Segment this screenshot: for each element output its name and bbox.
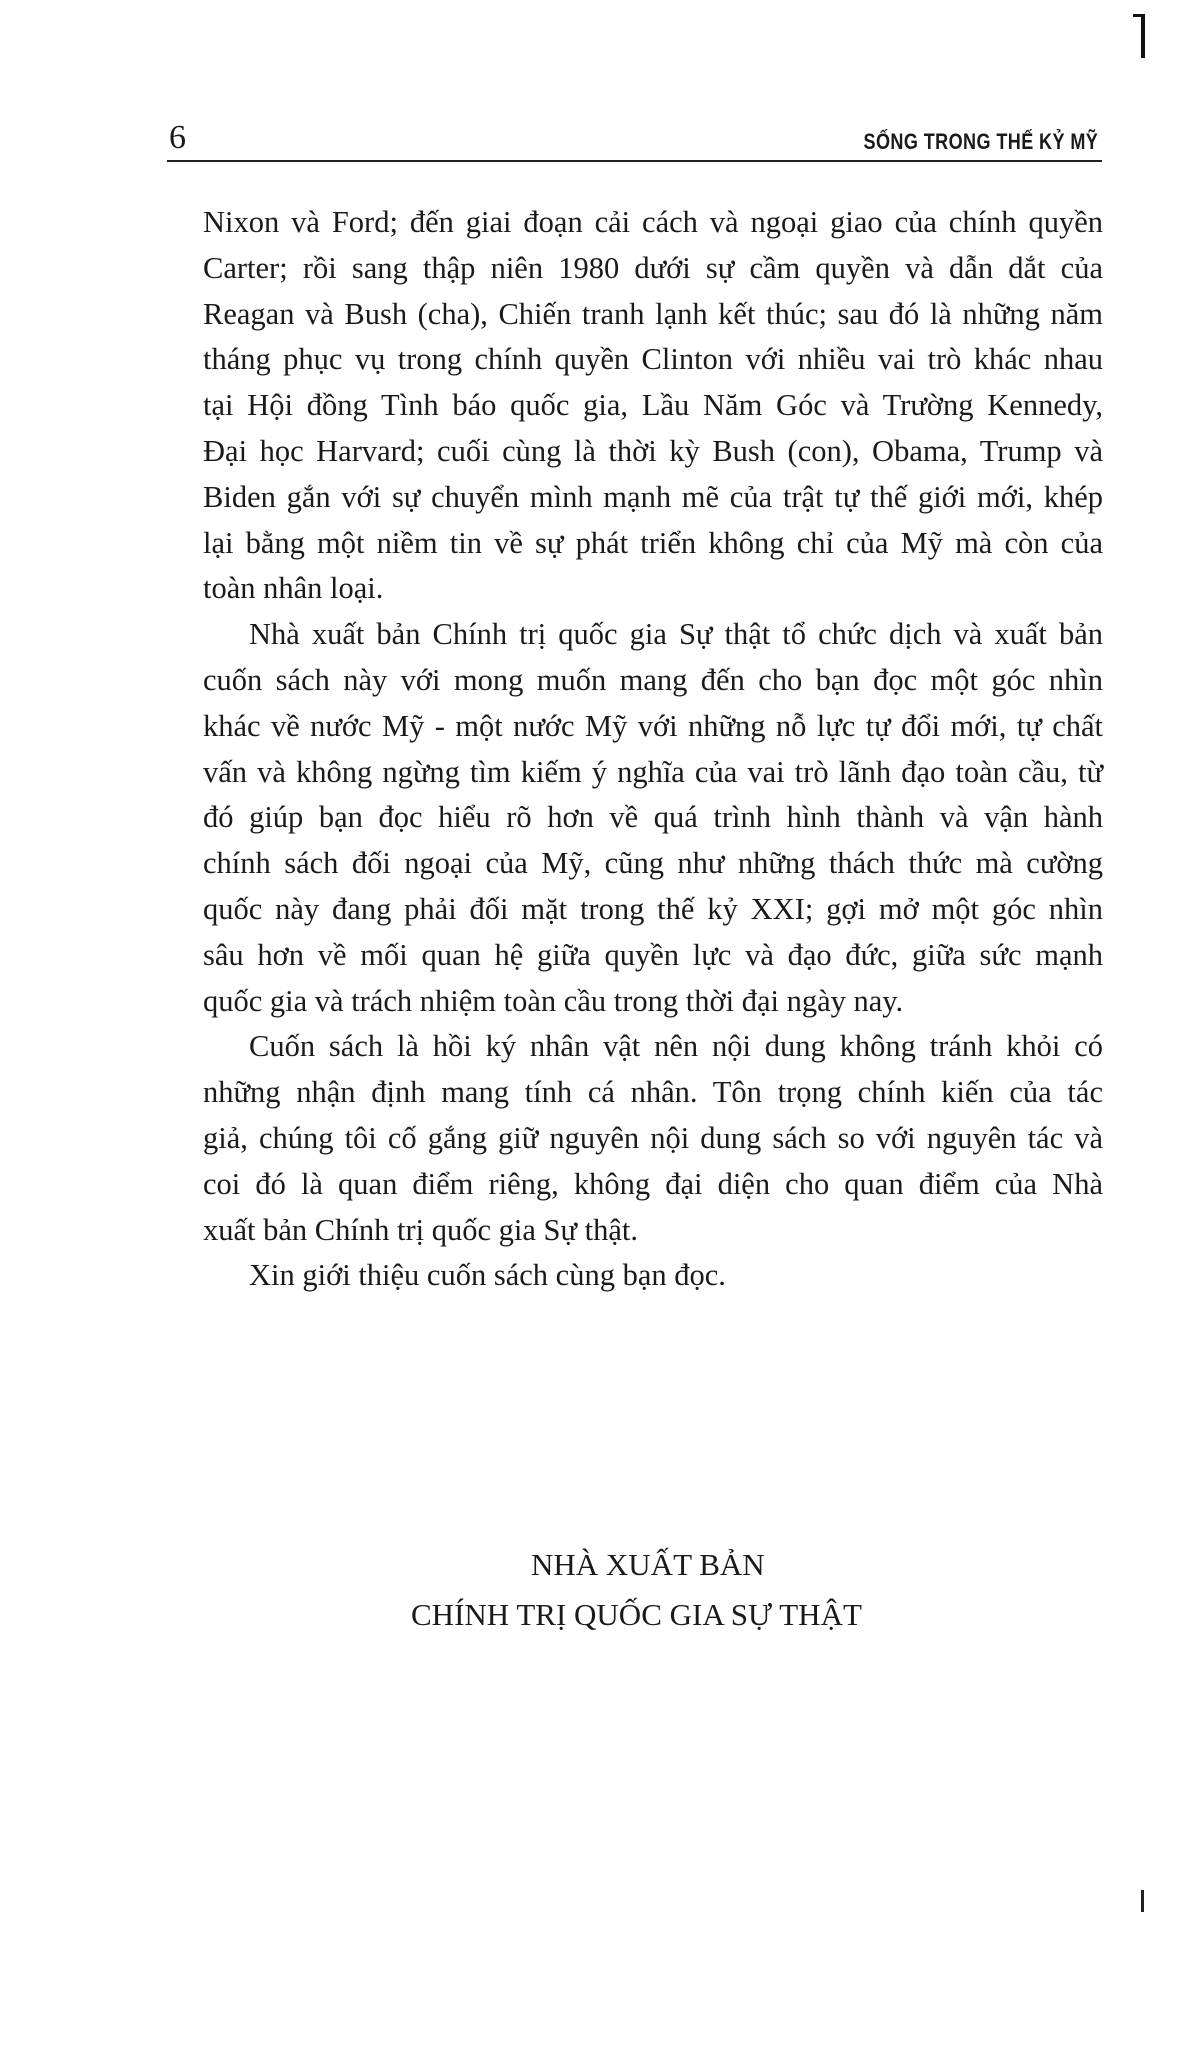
text-line: khác về nước Mỹ - một nước Mỹ với những nỗ lực tự đổi mới, tự chất <box>203 708 1103 743</box>
text-line: đó giúp bạn đọc hiểu rõ hơn về quá trình hình thành và vận hành <box>203 800 1103 835</box>
text-line: Xin giới thiệu cuốn sách cùng bạn đọc. <box>249 1258 726 1293</box>
text-line: coi đó là quan điểm riêng, không đại diện cho quan điểm của Nhà <box>203 1166 1103 1201</box>
text-line: tại Hội đồng Tình báo quốc gia, Lầu Năm Góc và Trường Kennedy, <box>203 388 1103 423</box>
signature-line: NHÀ XUẤT BẢN <box>531 1547 765 1582</box>
text-line: Biden gắn với sự chuyển mình mạnh mẽ của trật tự thế giới mới, khép <box>203 479 1103 514</box>
text-line: xuất bản Chính trị quốc gia Sự thật. <box>203 1212 638 1247</box>
body-text <box>203 200 1103 1299</box>
paragraph <box>203 1024 1103 1253</box>
text-line: cuốn sách này với mong muốn mang đến cho bạn đọc một góc nhìn <box>203 662 1103 697</box>
text-line: quốc gia và trách nhiệm toàn cầu trong thời đại ngày nay. <box>203 983 904 1018</box>
running-title: SỐNG TRONG THẾ KỶ MỸ <box>863 129 1098 154</box>
text-line: Nixon và Ford; đến giai đoạn cải cách và ngoại giao của chính quyền <box>203 205 1103 239</box>
text-line: toàn nhân loại. <box>203 571 384 606</box>
text-line: tháng phục vụ trong chính quyền Clinton với nhiều vai trò khác nhau <box>203 342 1103 377</box>
text-line: Carter; rồi sang thập niên 1980 dưới sự cầm quyền và dẫn dắt của <box>203 250 1103 285</box>
paragraph <box>203 200 1103 612</box>
text-line: Đại học Harvard; cuối cùng là thời kỳ Bush (con), Obama, Trump và <box>203 433 1103 468</box>
text-line: Cuốn sách là hồi ký nhân vật nên nội dung không tránh khỏi có <box>249 1029 1103 1064</box>
page-edge-mark <box>1141 1890 1144 1912</box>
text-line: lại bằng một niềm tin về sự phát triển không chỉ của Mỹ mà còn của <box>203 525 1103 560</box>
signature-line: CHÍNH TRỊ QUỐC GIA SỰ THẬT <box>411 1597 862 1632</box>
paragraph <box>203 1253 1103 1299</box>
text-line: quốc này đang phải đối mặt trong thế kỷ XXI; gợi mở một góc nhìn <box>203 891 1103 926</box>
text-line: những nhận định mang tính cá nhân. Tôn trọng chính kiến của tác <box>203 1075 1103 1110</box>
text-line: Nhà xuất bản Chính trị quốc gia Sự thật tổ chức dịch và xuất bản <box>249 617 1103 652</box>
page-number: 6 <box>169 119 186 156</box>
paragraph <box>203 612 1103 1024</box>
text-line: sâu hơn về mối quan hệ giữa quyền lực và đạo đức, giữa sức mạnh <box>203 937 1103 972</box>
page-edge-mark <box>1141 14 1145 58</box>
text-line: chính sách đối ngoại của Mỹ, cũng như những thách thức mà cường <box>203 846 1103 881</box>
publisher-signature <box>411 1540 862 1640</box>
page-header <box>167 118 1102 162</box>
text-line: Reagan và Bush (cha), Chiến tranh lạnh kết thúc; sau đó là những năm <box>203 296 1103 331</box>
text-line: giả, chúng tôi cố gắng giữ nguyên nội dung sách so với nguyên tác và <box>203 1120 1103 1155</box>
text-line: vấn và không ngừng tìm kiếm ý nghĩa của vai trò lãnh đạo toàn cầu, từ <box>203 754 1103 789</box>
